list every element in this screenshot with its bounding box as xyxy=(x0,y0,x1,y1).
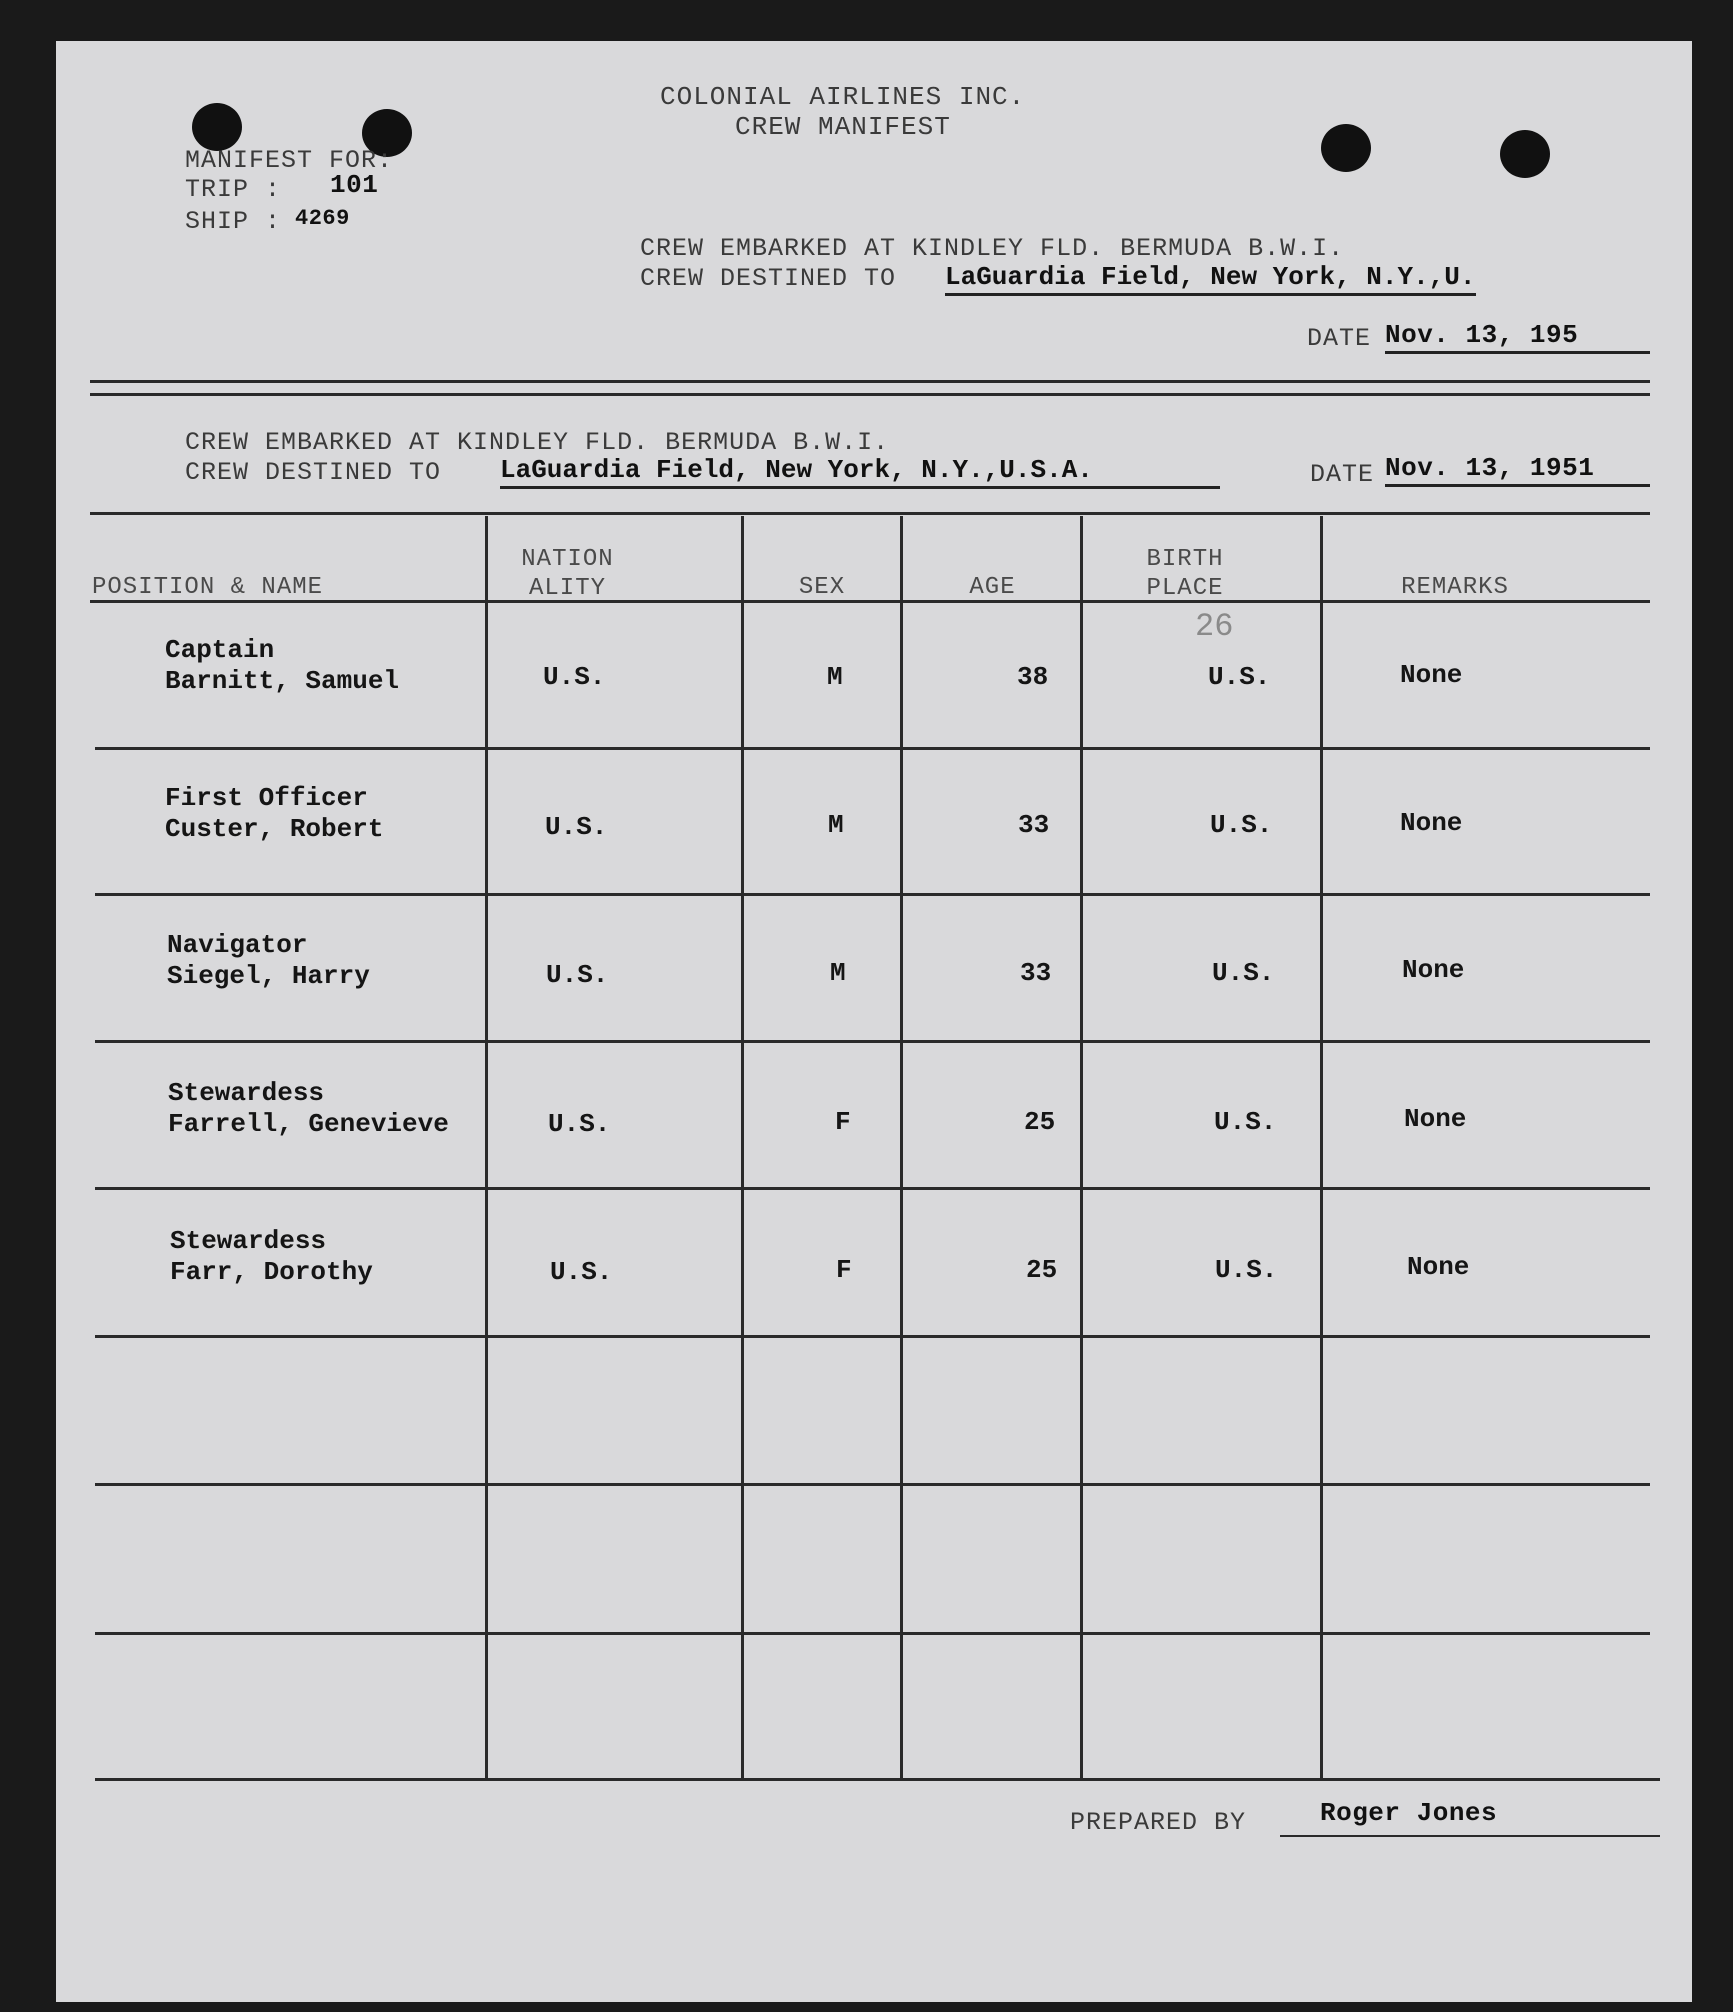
column-rule xyxy=(485,516,488,1780)
crew-birthplace: U.S. xyxy=(1214,1107,1277,1137)
crew-age: 25 xyxy=(1024,1107,1056,1137)
date-label-top: DATE xyxy=(1307,324,1372,353)
row-rule xyxy=(95,1040,1650,1043)
crew-sex: F xyxy=(836,1255,852,1285)
manifest-for-label: MANIFEST FOR: xyxy=(185,146,394,175)
header-nationality-line1: NATION xyxy=(521,546,614,573)
crew-name: Farrell, Genevieve xyxy=(168,1109,449,1139)
crew-nationality: U.S. xyxy=(548,1109,611,1139)
trip-label: TRIP : xyxy=(185,175,282,204)
crew-nationality: U.S. xyxy=(543,662,606,692)
crew-position: First Officer xyxy=(165,783,368,813)
header-birthplace-line1: BIRTH xyxy=(1146,546,1224,573)
header-nationality xyxy=(495,545,640,603)
crew-embarked: CREW EMBARKED AT KINDLEY FLD. BERMUDA B.W.I. xyxy=(185,428,890,457)
crew-destined-label-top: CREW DESTINED TO xyxy=(640,264,897,293)
crew-age: 33 xyxy=(1018,810,1050,840)
crew-name: Barnitt, Samuel xyxy=(165,666,400,696)
ship-value: 4269 xyxy=(295,206,350,231)
crew-birthplace: U.S. xyxy=(1215,1255,1278,1285)
crew-sex: F xyxy=(835,1107,851,1137)
punch-hole xyxy=(192,103,242,151)
divider-rule xyxy=(90,393,1650,396)
header-remarks: REMARKS xyxy=(1401,574,1509,601)
header-birthplace xyxy=(1120,545,1250,603)
prepared-by-label: PREPARED BY xyxy=(1070,1808,1247,1837)
crew-birthplace: U.S. xyxy=(1210,810,1273,840)
punch-hole xyxy=(1500,130,1550,178)
header-sex: SEX xyxy=(798,574,846,601)
crew-destined-value-top: LaGuardia Field, New York, N.Y.,U. xyxy=(945,262,1476,296)
row-rule xyxy=(95,1335,1650,1338)
divider-rule xyxy=(90,380,1650,383)
crew-remarks: None xyxy=(1400,660,1463,690)
header-birthplace-line2: PLACE xyxy=(1146,575,1224,602)
row-rule xyxy=(95,893,1650,896)
header-position-name: POSITION & NAME xyxy=(92,574,324,601)
crew-remarks: None xyxy=(1407,1252,1470,1282)
crew-sex: M xyxy=(828,810,844,840)
crew-age: 25 xyxy=(1026,1255,1058,1285)
column-rule xyxy=(741,516,744,1780)
crew-sex: M xyxy=(830,958,846,988)
crew-position: Stewardess xyxy=(168,1078,325,1108)
table-row xyxy=(170,1226,373,1288)
doc-title: CREW MANIFEST xyxy=(735,112,951,142)
crew-remarks: None xyxy=(1400,808,1463,838)
date-value: Nov. 13, 1951 xyxy=(1385,453,1650,487)
crew-sex: M xyxy=(827,662,843,692)
crew-nationality: U.S. xyxy=(550,1257,613,1287)
row-rule xyxy=(95,1187,1650,1190)
crew-birthplace: U.S. xyxy=(1212,958,1275,988)
crew-nationality: U.S. xyxy=(546,960,609,990)
column-rule xyxy=(1080,516,1083,1780)
table-top-rule xyxy=(90,512,1650,515)
trip-value: 101 xyxy=(330,170,379,200)
crew-remarks: None xyxy=(1402,955,1465,985)
crew-position: Navigator xyxy=(167,930,308,960)
crew-remarks: None xyxy=(1404,1104,1467,1134)
date-value-top: Nov. 13, 195 xyxy=(1385,320,1650,354)
crew-destined-value: LaGuardia Field, New York, N.Y.,U.S.A. xyxy=(500,455,1220,489)
table-row xyxy=(167,930,370,992)
date-label: DATE xyxy=(1310,460,1375,489)
column-rule xyxy=(900,516,903,1780)
crew-embarked-top: CREW EMBARKED AT KINDLEY FLD. BERMUDA B.W.I. xyxy=(640,234,1345,263)
table-row xyxy=(168,1078,449,1140)
column-rule xyxy=(1320,516,1323,1780)
header-age: AGE xyxy=(969,574,1016,601)
crew-name: Siegel, Harry xyxy=(167,961,370,991)
crew-age: 38 xyxy=(1017,662,1049,692)
crew-nationality: U.S. xyxy=(545,812,608,842)
header-nationality-line2: ALITY xyxy=(528,575,606,602)
table-row xyxy=(165,635,399,697)
crew-name: Farr, Dorothy xyxy=(170,1257,373,1287)
crew-position: Stewardess xyxy=(170,1226,327,1256)
row-rule xyxy=(95,1632,1650,1635)
company-title: COLONIAL AIRLINES INC. xyxy=(660,82,1026,112)
ship-label: SHIP : xyxy=(185,207,282,236)
row-rule xyxy=(95,1483,1650,1486)
table-bottom-rule xyxy=(95,1778,1660,1781)
crew-name: Custer, Robert xyxy=(165,814,384,844)
prepared-by-line xyxy=(1280,1835,1660,1837)
table-row xyxy=(165,783,383,845)
crew-birthplace: U.S. xyxy=(1208,662,1271,692)
row-rule xyxy=(95,747,1650,750)
crew-position: Captain xyxy=(165,635,275,665)
prepared-by-value: Roger Jones xyxy=(1320,1798,1498,1828)
punch-hole xyxy=(1321,124,1371,172)
margin-annotation: 26 xyxy=(1195,608,1234,645)
crew-age: 33 xyxy=(1020,958,1052,988)
crew-destined-label: CREW DESTINED TO xyxy=(185,458,442,487)
